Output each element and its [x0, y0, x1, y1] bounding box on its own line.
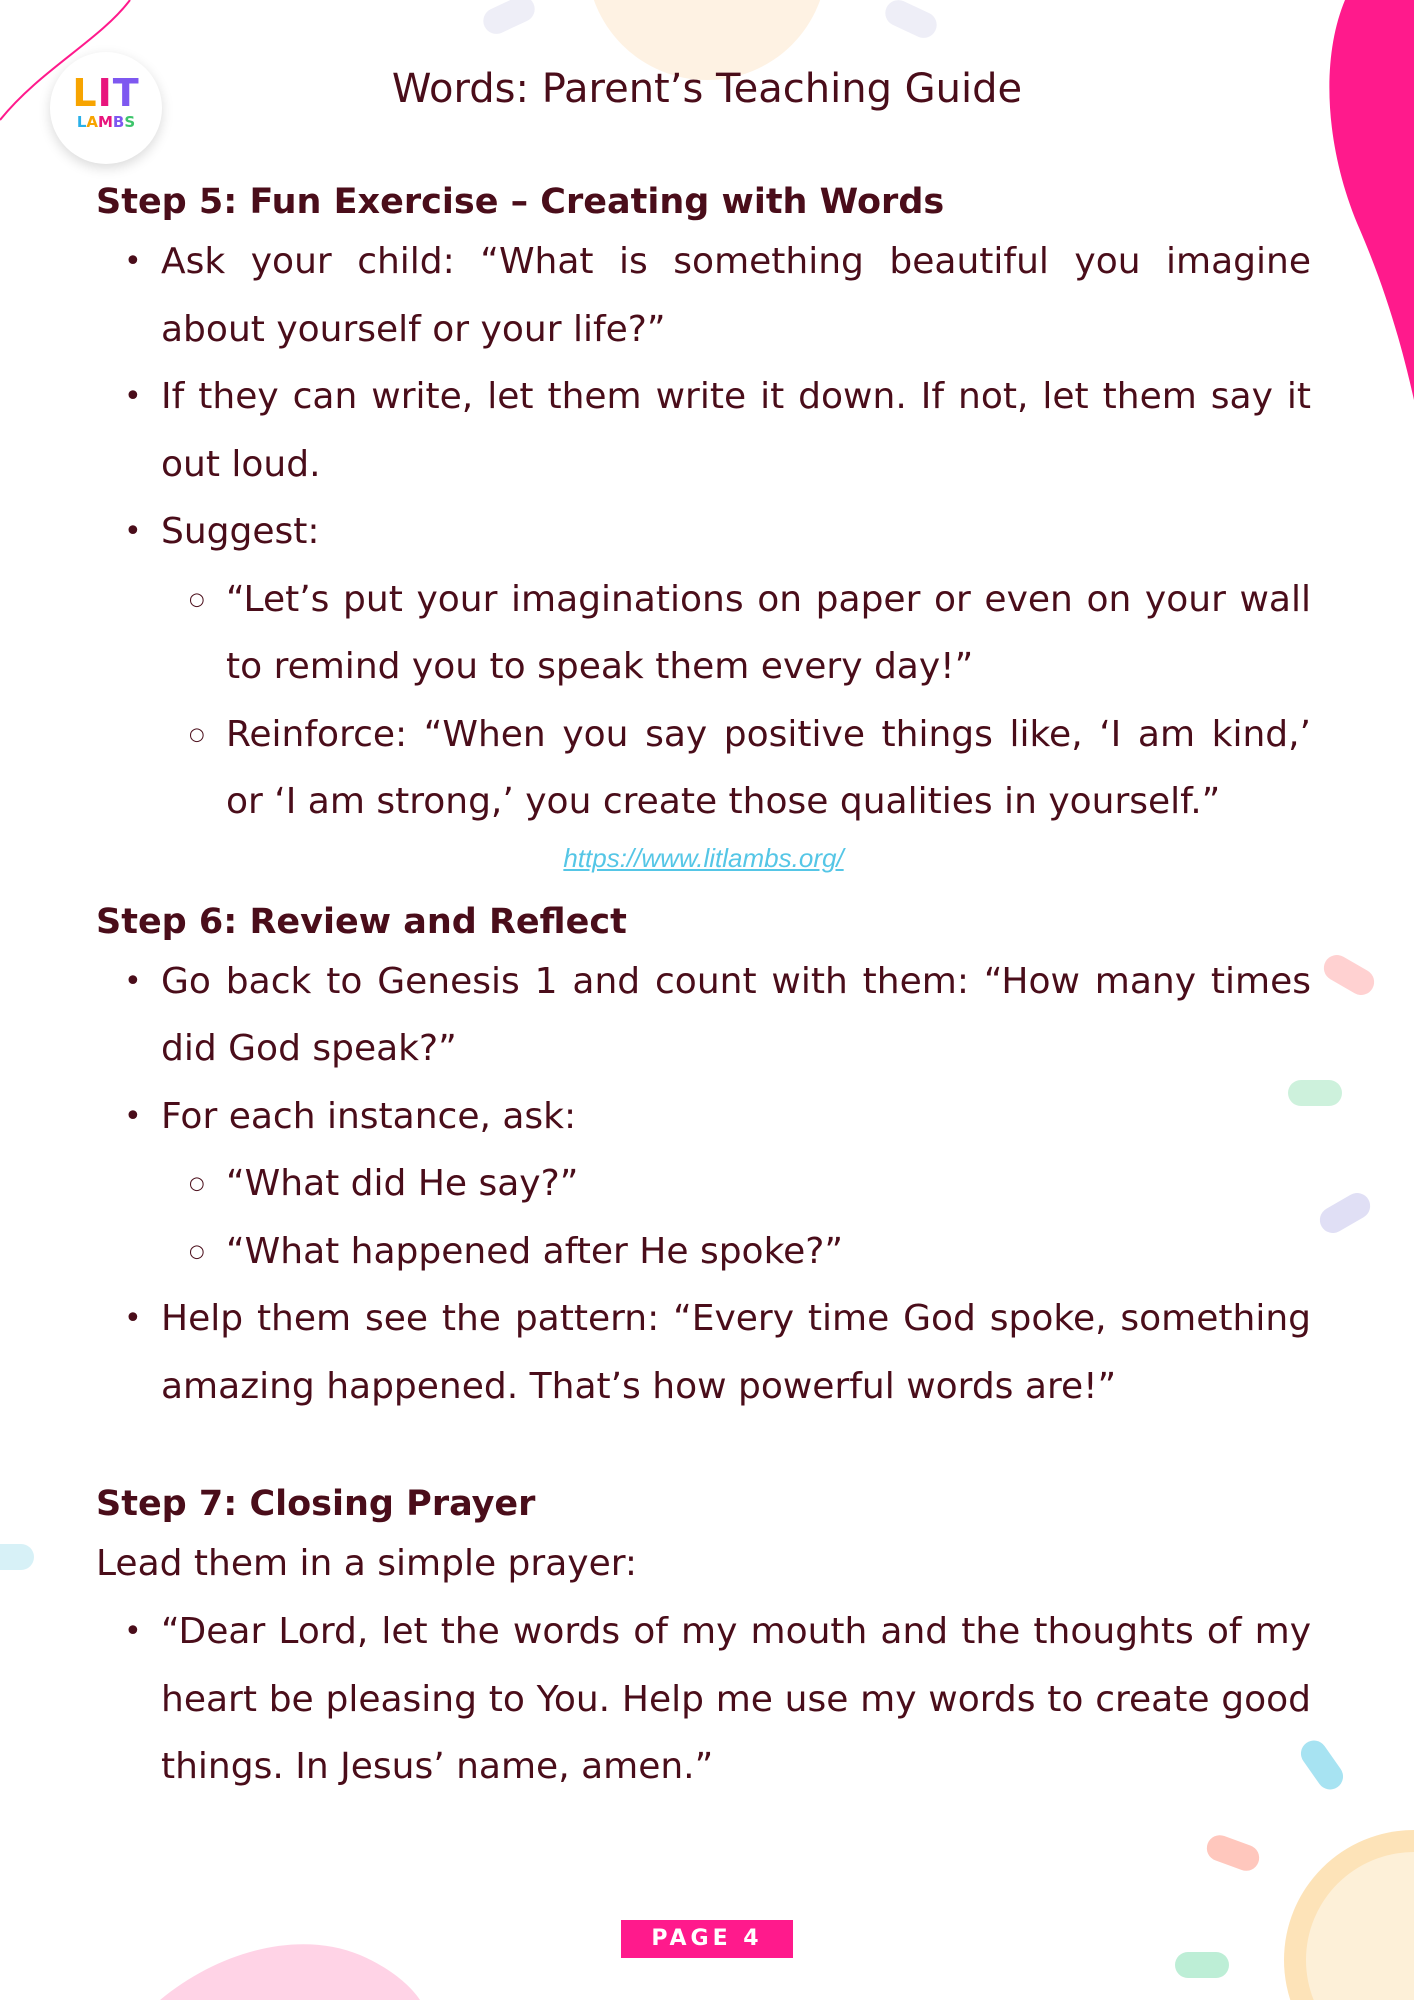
page-number-badge: PAGE 4: [621, 1920, 793, 1958]
logo-lit: LIT: [72, 71, 140, 115]
list-item: • Go back to Genesis 1 and count with them: “How many times did God speak?”: [96, 948, 1311, 1083]
pink-wave-bottom: [160, 1944, 420, 2000]
step7-lead: Lead them in a simple prayer:: [96, 1543, 638, 1584]
logo-lambs: LAMBS: [76, 113, 136, 131]
list-item-text: • For each instance, ask:: [161, 1095, 577, 1137]
sub-list-item: ○ “Let’s put your imaginations on paper or even on your wall to remind you to speak them every day!”: [161, 566, 1311, 701]
step5-heading: Step 5: Fun Exercise – Creating with Words: [96, 182, 945, 222]
step6-heading: Step 6: Review and Reflect: [96, 901, 627, 942]
list-item: [96, 498, 1311, 836]
list-item: • Ask your child: “What is something beautiful you imagine about yourself or your life?”: [96, 228, 1311, 363]
step5-sublist: [96, 566, 1311, 836]
pill-mint-2: [1175, 1952, 1229, 1978]
page-title: Words: Parent’s Teaching Guide: [391, 66, 1023, 112]
step7-list: [96, 1598, 1311, 1801]
list-item: • “Dear Lord, let the words of my mouth and the thoughts of my heart be pleasing to You. Help me use my words to create good things. In Jesus’ name, amen.”: [96, 1598, 1311, 1801]
step7-heading: Step 7: Closing Prayer: [96, 1484, 536, 1524]
list-item: • Help them see the pattern: “Every time God spoke, something amazing happened. That’s how powerful words are!”: [96, 1285, 1311, 1420]
website-link[interactable]: https://www.litlambs.org/: [563, 842, 844, 873]
list-item-text: • Suggest:: [161, 511, 320, 552]
step6-sublist: [96, 1150, 1311, 1285]
guide-content: [96, 176, 1311, 1801]
step6-list: [96, 948, 1311, 1421]
sub-list-item: ○ “What did He say?”: [161, 1150, 1311, 1218]
sub-list-item: ○ Reinforce: “When you say positive things like, ‘I am kind,’ or ‘I am strong,’ you create those qualities in yourself.”: [161, 701, 1311, 836]
list-item: [96, 1083, 1311, 1286]
sub-list-item: ○ “What happened after He spoke?”: [161, 1218, 1311, 1286]
section-spacer: [96, 1420, 1311, 1468]
pink-corner-shape: [1329, 0, 1414, 400]
step5-list: [96, 228, 1311, 836]
pill-blue-1: [0, 1544, 34, 1570]
list-item: • If they can write, let them write it down. If not, let them say it out loud.: [96, 363, 1311, 498]
